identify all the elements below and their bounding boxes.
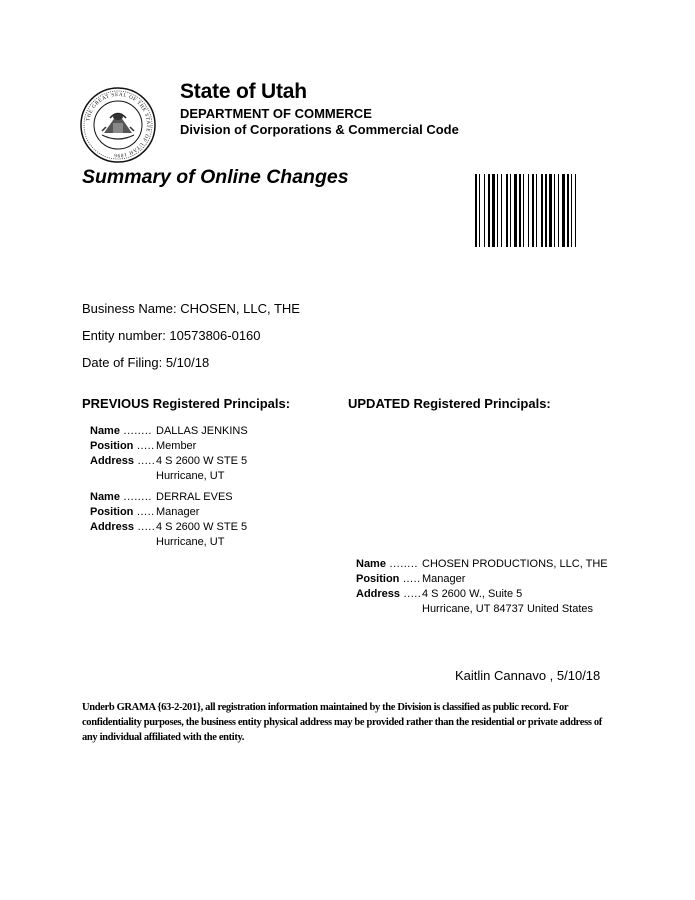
principal-name: DALLAS JENKINS [156, 425, 248, 437]
principal-name: CHOSEN PRODUCTIONS, LLC, THE [422, 558, 608, 570]
name-label: Name [356, 558, 386, 570]
principal-position: Manager [422, 573, 466, 585]
document-title: Summary of Online Changes [82, 166, 349, 188]
updated-principals-heading: UPDATED Registered Principals: [348, 396, 551, 411]
signature-line: Kaitlin Cannavo , 5/10/18 [455, 668, 601, 683]
position-label: Position [90, 440, 134, 452]
principal-address-line2: Hurricane, UT 84737 United States [422, 603, 593, 615]
barcode-icon [474, 174, 614, 247]
state-seal-icon [80, 87, 156, 163]
updated-principal-1: Name ........ CHOSEN PRODUCTIONS, LLC, THE Position ..... Manager Address ..... 4 S 2600 W., Suite 5 Hurricane, UT 84737 United States [356, 558, 608, 615]
position-label: Position [356, 573, 400, 585]
address-label: Address [90, 521, 135, 533]
principal-name: DERRAL EVES [156, 491, 233, 503]
principal-address-line1: 4 S 2600 W STE 5 [156, 521, 248, 533]
position-label: Position [90, 506, 134, 518]
principal-address-line1: 4 S 2600 W STE 5 [156, 455, 248, 467]
principal-address-line2: Hurricane, UT [156, 470, 225, 482]
address-label: Address [90, 455, 135, 467]
name-label: Name [90, 425, 120, 437]
business-name: Business Name: CHOSEN, LLC, THE [82, 301, 300, 316]
address-label: Address [356, 588, 401, 600]
grama-notice: Underb GRAMA {63-2-201}, all registration information maintained by the Division is classified as public record. For confidentiality purposes, the business entity physical address may be provided rather than the residential or private address of any individual affiliated with the entity. [82, 702, 602, 743]
principal-position: Manager [156, 506, 200, 518]
principal-address-line2: Hurricane, UT [156, 536, 225, 548]
division-heading: Division of Corporations & Commercial Code [180, 122, 459, 137]
date-of-filing: Date of Filing: 5/10/18 [82, 355, 210, 370]
state-heading: State of Utah [180, 80, 307, 103]
principal-address-line1: 4 S 2600 W., Suite 5 [422, 588, 523, 600]
name-label: Name [90, 491, 120, 503]
previous-principals-heading: PREVIOUS Registered Principals: [82, 396, 291, 411]
previous-principal-1: Name ........ DALLAS JENKINS Position ..... Member Address ..... 4 S 2600 W STE 5 Hurricane, UT [90, 425, 248, 482]
department-heading: DEPARTMENT OF COMMERCE [180, 106, 372, 121]
svg-text:THE GREAT SEAL OF THE STATE OF: THE GREAT SEAL OF THE STATE OF UTAH 1896 [85, 91, 152, 159]
principal-position: Member [156, 440, 197, 452]
previous-principal-2: Name ........ DERRAL EVES Position ..... Manager Address ..... 4 S 2600 W STE 5 Hurricane, UT [90, 491, 248, 548]
entity-number: Entity number: 10573806-0160 [82, 328, 261, 343]
